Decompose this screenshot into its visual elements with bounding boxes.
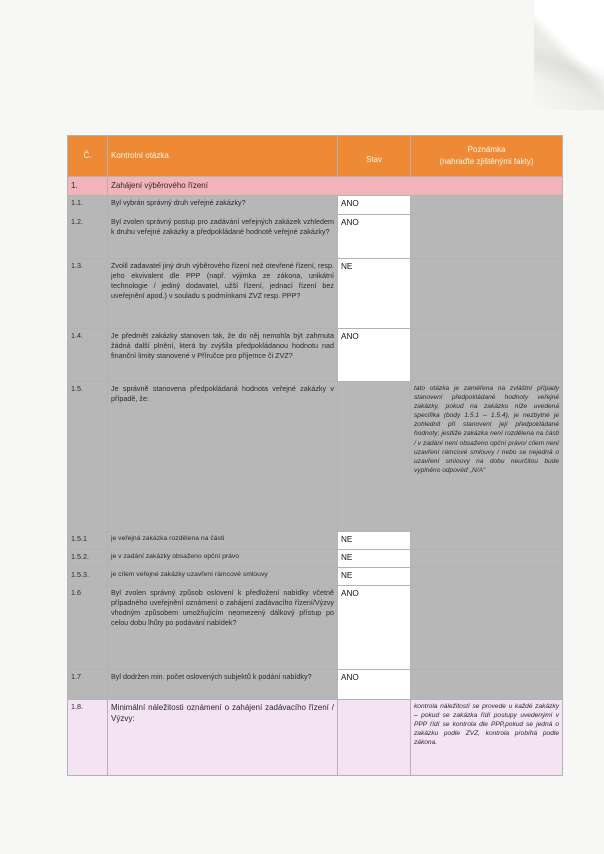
row-number: 1.5.3. xyxy=(68,568,108,586)
row-status[interactable]: ANO xyxy=(338,196,411,215)
row-note[interactable] xyxy=(411,532,563,550)
header-note xyxy=(411,136,563,177)
row-number: 1.1. xyxy=(68,196,108,215)
table-row xyxy=(68,329,563,382)
row-question: je v zadání zakázky obsaženo opční právo xyxy=(108,550,338,568)
row-number: 1.3. xyxy=(68,259,108,329)
row-number: 1.2. xyxy=(68,215,108,259)
row-number: 1.4. xyxy=(68,329,108,382)
row-question: Byl dodržen min. počet oslovených subjektů k podání nabídky? xyxy=(108,670,338,700)
row-number: 1.6 xyxy=(68,586,108,670)
table-row xyxy=(68,532,563,550)
table-row xyxy=(68,586,563,670)
row-note[interactable] xyxy=(411,568,563,586)
row-status[interactable]: ANO xyxy=(338,586,411,670)
table-row xyxy=(68,700,563,776)
header-number: Č. xyxy=(68,136,108,177)
row-status[interactable] xyxy=(338,382,411,532)
row-question: Je předmět zakázky stanoven tak, že do něj nemohla být zahrnuta žádná další plnění, která by zvýšila předpokládanou hodnotu nad finanční limity stanovené v Příručce pro příjemce či ZVZ? xyxy=(108,329,338,382)
row-status[interactable]: ANO xyxy=(338,670,411,700)
row-question: Byl vybrán správný druh veřejné zakázky? xyxy=(108,196,338,215)
row-status[interactable]: NE xyxy=(338,568,411,586)
row-status[interactable]: ANO xyxy=(338,329,411,382)
table-row xyxy=(68,550,563,568)
row-number: 1.5.1 xyxy=(68,532,108,550)
row-question: Byl zvolen správný postup pro zadávání veřejných zakázek vzhledem k druhu veřejné zakázky a předpokládané hodnotě veřejné zakázky? xyxy=(108,215,338,259)
table-row xyxy=(68,196,563,215)
header-status: Stav xyxy=(338,136,411,177)
row-note[interactable] xyxy=(411,259,563,329)
row-note[interactable]: kontrola náležitostí se provede u každé zakázky – pokud se zakázka řídí postupy uvedenými v PPP řídí se kontrola dle PPP,pokud se jedná o zakázku podle ZVZ, kontrola probíhá podle zákona. xyxy=(411,700,563,776)
section-row xyxy=(68,177,563,196)
header-note-title: Poznámka xyxy=(467,144,506,154)
table-row xyxy=(68,670,563,700)
header-question: Kontrolní otázka xyxy=(108,136,338,177)
table-row xyxy=(68,259,563,329)
control-checklist-table xyxy=(67,135,563,776)
header-note-subtitle: (nahraďte zjištěnými fakty) xyxy=(439,157,534,166)
section-number: 1. xyxy=(68,177,108,196)
row-question: Je správně stanovena předpokládaná hodnota veřejné zakázky v případě, že: xyxy=(108,382,338,532)
row-number: 1.7 xyxy=(68,670,108,700)
row-note[interactable] xyxy=(411,329,563,382)
row-note[interactable] xyxy=(411,550,563,568)
row-question: Zvolil zadavatel jiný druh výběrového řízení než otevřené řízení, resp. jeho ekvivalent dle PPP (např. výjimka ze zákona, unikátní technologie / jediný dodavatel, užší řízení, jednací řízení bez uveřejnění apod.) v souladu s podmínkami ZVZ resp. PPP? xyxy=(108,259,338,329)
row-question: je cílem veřejné zakázky uzavření rámcové smlouvy xyxy=(108,568,338,586)
row-status[interactable]: NE xyxy=(338,550,411,568)
row-number: 1.5.2. xyxy=(68,550,108,568)
row-status[interactable]: ANO xyxy=(338,215,411,259)
table-row xyxy=(68,215,563,259)
row-note[interactable] xyxy=(411,196,563,215)
table-row xyxy=(68,382,563,532)
row-note[interactable]: tato otázka je zaměřena na zvláštní případy stanovení předpokládané hodnoty veřejné zakázky, pokud na zakázku níže uvedená specifika (body 1.5.1 – 1.5.4), je nezbytné je zohlednit při stanovení její předpokládané hodnoty; jestliže zakázka není rozdělena na části / v zadání není obsaženo opční právo/ cílem není uzavření rámcové smlouvy / nebo se nejedná o uzavření smlouvy na dobu neurčitou bude vyplněno odpověď „N/A“ xyxy=(411,382,563,532)
row-question: je veřejná zakázka rozdělena na části xyxy=(108,532,338,550)
page-curl-shadow xyxy=(534,0,604,110)
row-note[interactable] xyxy=(411,670,563,700)
row-status[interactable]: NE xyxy=(338,532,411,550)
row-number: 1.8. xyxy=(68,700,108,776)
table-header-row xyxy=(68,136,563,177)
row-status[interactable]: NE xyxy=(338,259,411,329)
table-row xyxy=(68,568,563,586)
section-title: Zahájení výběrového řízení xyxy=(108,177,563,196)
row-question: Byl zvolen správný způsob oslovení k předložení nabídky včetně případného uveřejnění oznámení o zahájení zadávacího řízení/Výzvy vhodným způsobem umožňujícím neomezený dálkový přístup po celou dobu lhůty po podávání nabídek? xyxy=(108,586,338,670)
row-note[interactable] xyxy=(411,586,563,670)
row-note[interactable] xyxy=(411,215,563,259)
row-number: 1.5. xyxy=(68,382,108,532)
row-question: Minimální náležitosti oznámení o zahájení zadávacího řízení / Výzvy: xyxy=(108,700,338,776)
row-status[interactable] xyxy=(338,700,411,776)
